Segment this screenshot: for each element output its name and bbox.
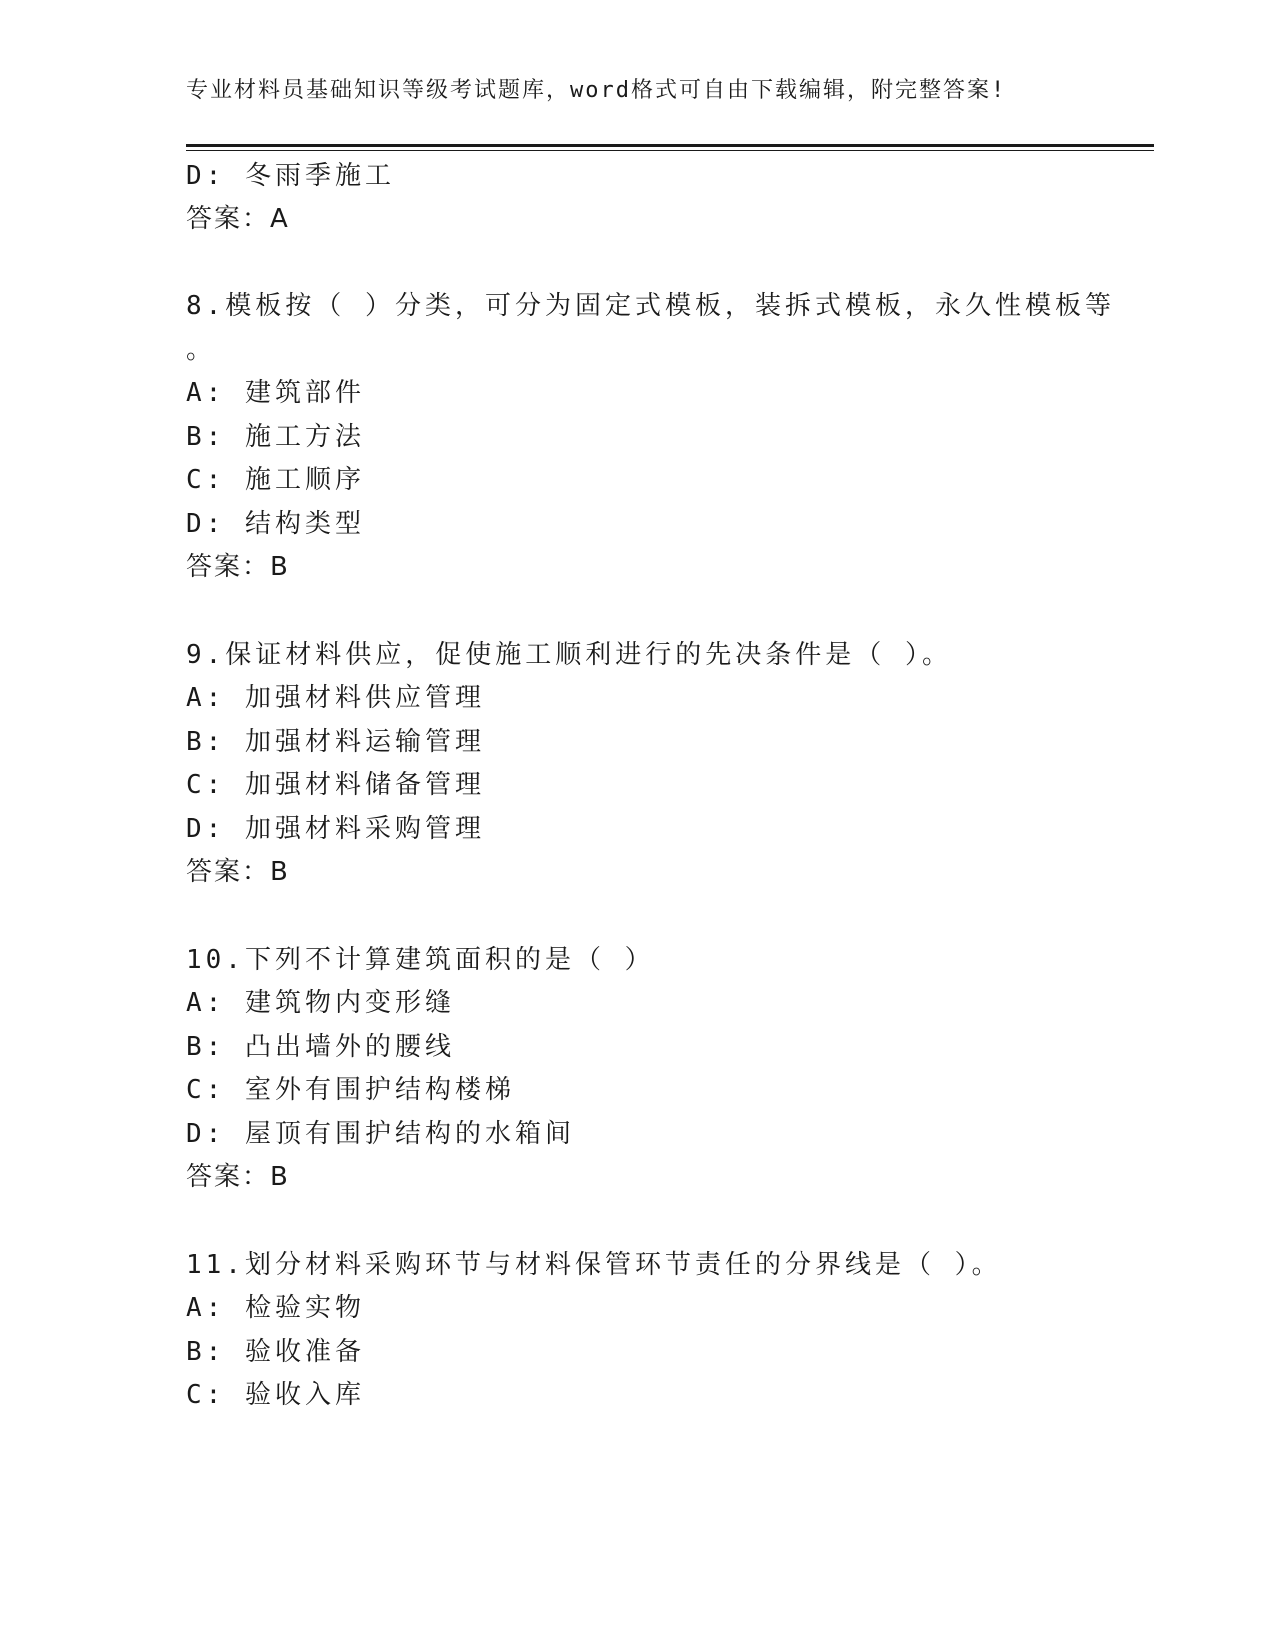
option-line: D: 加强材料采购管理 — [186, 814, 485, 844]
option-line: C: 室外有围护结构楼梯 — [186, 1075, 515, 1105]
answer-line: 答案：B — [186, 857, 290, 887]
answer-line: 答案：B — [186, 1162, 290, 1192]
option-line: A: 建筑部件 — [186, 378, 365, 408]
option-line: D: 屋顶有围护结构的水箱间 — [186, 1119, 575, 1149]
option-line: A: 检验实物 — [186, 1293, 365, 1323]
option-line: C: 验收入库 — [186, 1380, 365, 1410]
question-line: 8.模板按（ ）分类，可分为固定式模板，装拆式模板，永久性模板等 — [186, 291, 1115, 321]
option-line: D: 冬雨季施工 — [186, 161, 395, 191]
option-line: B: 凸出墙外的腰线 — [186, 1032, 455, 1062]
option-line: A: 建筑物内变形缝 — [186, 988, 455, 1018]
header-rule-thick — [186, 144, 1154, 147]
question-line: 9.保证材料供应，促使施工顺利进行的先决条件是（ ）。 — [186, 640, 952, 670]
option-line: D: 结构类型 — [186, 509, 365, 539]
option-line: C: 施工顺序 — [186, 465, 365, 495]
option-line: B: 验收准备 — [186, 1337, 365, 1367]
option-line: B: 施工方法 — [186, 422, 365, 452]
header-rule-thin — [186, 150, 1154, 151]
answer-line: 答案：A — [186, 204, 290, 234]
question-line: 。 — [186, 335, 217, 365]
answer-line: 答案：B — [186, 552, 290, 582]
question-line: 10.下列不计算建筑面积的是（ ） — [186, 945, 655, 975]
option-line: A: 加强材料供应管理 — [186, 683, 485, 713]
question-line: 11.划分材料采购环节与材料保管环节责任的分界线是（ ）。 — [186, 1250, 1002, 1280]
page-header: 专业材料员基础知识等级考试题库，word格式可自由下载编辑，附完整答案! — [186, 78, 1007, 103]
option-line: C: 加强材料储备管理 — [186, 770, 485, 800]
option-line: B: 加强材料运输管理 — [186, 727, 485, 757]
